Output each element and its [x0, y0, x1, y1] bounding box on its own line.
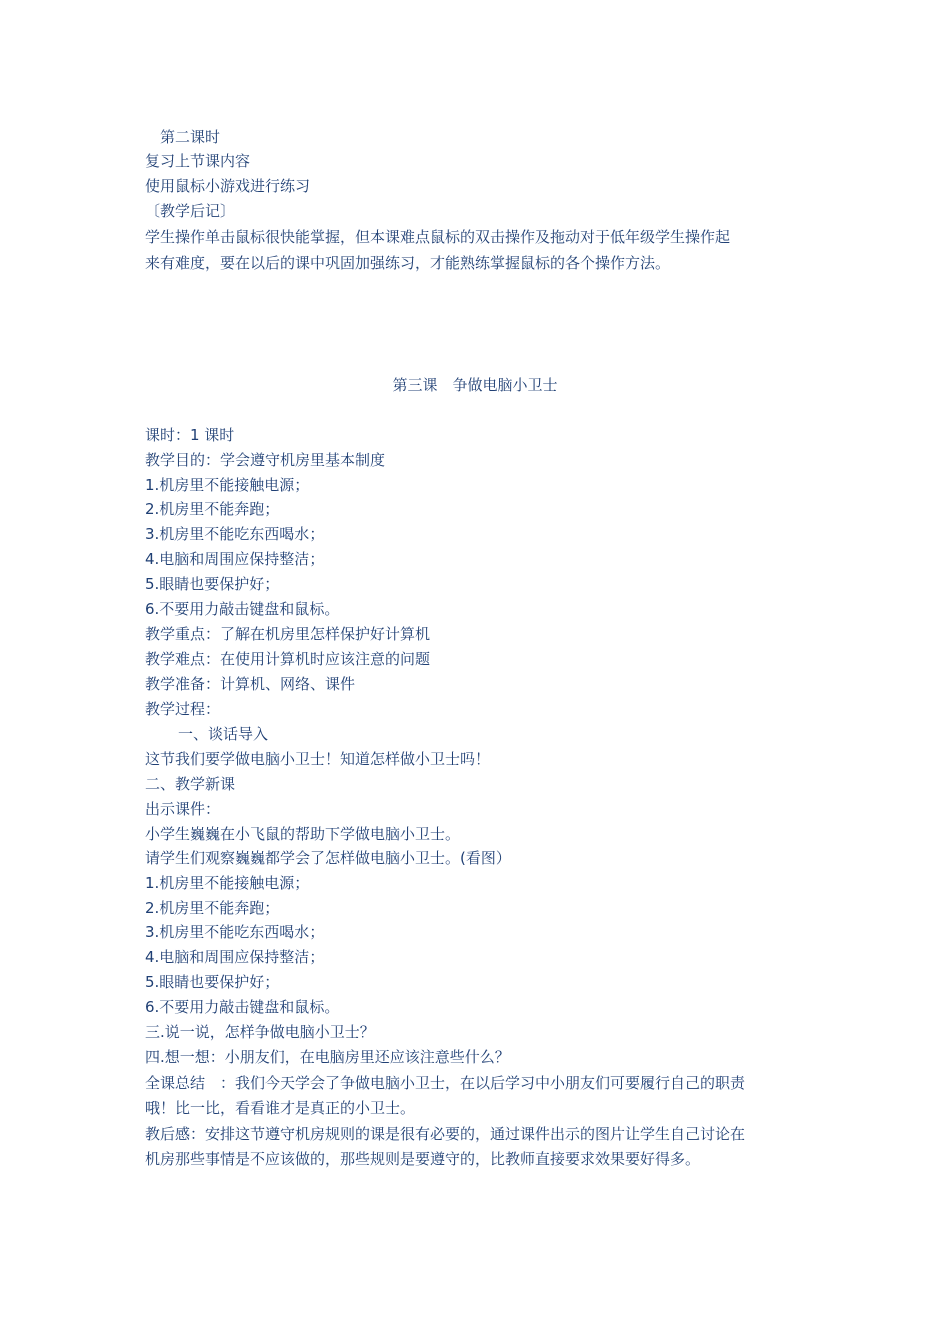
rule-item: 5.眼睛也要保护好； — [145, 575, 280, 593]
intro-heading: 一、谈话导入 — [178, 725, 269, 743]
observe-line: 请学生们观察巍巍都学会了怎样做电脑小卫士。(看图） — [145, 849, 511, 867]
afterword-line-2: 来有难度，要在以后的课中巩固加强练习，才能熟练掌握鼠标的各个操作方法。 — [145, 254, 671, 272]
key-point-line: 教学重点：了解在机房里怎样保护好计算机 — [145, 625, 431, 643]
rule-item: 2.机房里不能奔跑； — [145, 899, 280, 917]
discuss-line: 三.说一说，怎样争做电脑小卫士？ — [145, 1023, 375, 1041]
rule-item: 6.不要用力敲击键盘和鼠标。 — [145, 998, 340, 1016]
review-line: 复习上节课内容 — [145, 152, 251, 170]
rule-item: 6.不要用力敲击键盘和鼠标。 — [145, 600, 340, 618]
rule-item: 4.电脑和周围应保持整洁； — [145, 948, 325, 966]
lesson-three-title: 第三课 争做电脑小卫士 — [392, 376, 558, 394]
period-line: 课时：1 课时 — [145, 426, 235, 444]
objective-line: 教学目的：学会遵守机房里基本制度 — [145, 451, 386, 469]
rule-item: 3.机房里不能吃东西喝水； — [145, 525, 325, 543]
reflection-line-2: 机房那些事情是不应该做的，那些规则是要遵守的，比教师直接要求效果要好得多。 — [145, 1150, 701, 1168]
story-line: 小学生巍巍在小飞鼠的帮助下学做电脑小卫士。 — [145, 825, 461, 843]
rule-item: 3.机房里不能吃东西喝水； — [145, 923, 325, 941]
new-lesson-heading: 二、教学新课 — [145, 775, 236, 793]
rule-item: 1.机房里不能接触电源； — [145, 874, 310, 892]
show-courseware-line: 出示课件： — [145, 800, 221, 818]
summary-line-2: 哦！比一比，看看谁才是真正的小卫士。 — [145, 1099, 416, 1117]
lesson-two-heading: 第二课时 — [145, 128, 221, 146]
practice-line: 使用鼠标小游戏进行练习 — [145, 177, 311, 195]
rule-item: 1.机房里不能接触电源； — [145, 476, 310, 494]
rule-item: 4.电脑和周围应保持整洁； — [145, 550, 325, 568]
summary-line-1: 全课总结 ：我们今天学会了争做电脑小卫士，在以后学习中小朋友们可要履行自己的职责 — [145, 1074, 746, 1092]
rule-item: 5.眼睛也要保护好； — [145, 973, 280, 991]
reflection-line-1: 教后感：安排这节遵守机房规则的课是很有必要的，通过课件出示的图片让学生自己讨论在 — [145, 1125, 746, 1143]
afterword-line-1: 学生操作单击鼠标很快能掌握，但本课难点鼠标的双击操作及拖动对于低年级学生操作起 — [145, 228, 731, 246]
rule-item: 2.机房里不能奔跑； — [145, 500, 280, 518]
difficulty-line: 教学难点：在使用计算机时应该注意的问题 — [145, 650, 431, 668]
preparation-line: 教学准备：计算机、网络、课件 — [145, 675, 356, 693]
process-line: 教学过程： — [145, 700, 221, 718]
intro-text: 这节我们要学做电脑小卫士！知道怎样做小卫士吗！ — [145, 750, 491, 768]
think-line: 四.想一想：小朋友们，在电脑房里还应该注意些什么？ — [145, 1048, 510, 1066]
afterword-heading: 〔教学后记〕 — [145, 202, 236, 220]
